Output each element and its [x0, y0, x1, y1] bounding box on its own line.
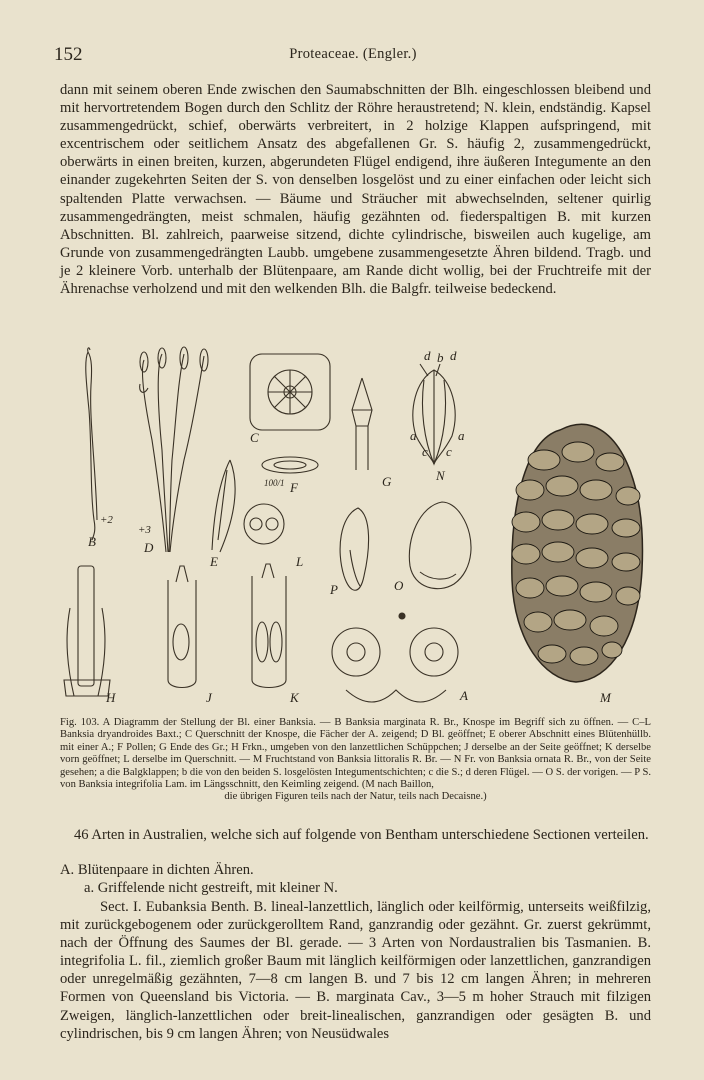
paragraph-genus-description: dann mit seinem oberen Ende zwischen den Saumabschnitten der Blh. eingeschlossen bleibend und mit hervortretendem Bogen durch den Schlitz der Röhre heraustretend; N. klein, endständig. Kapsel zusammengedrückt, schief, oberwärts verbreitert, in 2 holzige Klappen aufspringend, mit excentrischem oder seitlichem Ansatz des abgefallenen Gr. S. häufig 2, zusammengedrückt, oberwärts in einen breiten, kurzen, abgerundeten Flügel endigend, ihre äußeren Integumente an den einander zugekehrten Seiten der S. von denselben losgelöst und zu einer einfachen oder leicht sich spaltenden Platte verwachsen. — Bäume und Sträucher mit abwechselnden, seltener quirlig zusammengedrängten, meist schmalen, häufig gezähnten od. fiederspaltigen B. mit kurzen Abschnitten. Bl. zahlreich, paarweise sitzend, dichte cylindrische, bisweilen auch kugelige, am Grunde von zusammengedrängten Laubb. umgebene zusammengesetzte Ähren bildend. Tragb. und je 2 kleinere Vorb. unterhalb der Blütenpaare, am Rande dicht wollig, bei der Fruchtreife mit der Ährenachse verholzend und mit den welkenden Blh. die Balgfr. teilweise bedeckend. — [60, 82, 651, 298]
drawing-e-perianth — [212, 460, 235, 552]
fig-label-h: H — [106, 690, 116, 705]
drawing-f-pollen — [262, 457, 318, 473]
heading-a-upper: A. Blütenpaare in dichten Ähren. — [60, 862, 254, 878]
section-eubanksia: Sect. I. Eubanksia Benth. B. lineal-lanzettlich, länglich oder keilförmig, unterseits weißfilzig, mit zurückgebogenem oder zurückgerolltem Rand, ganzrandig oder gezähnt. Gr. zuerst gekrümmt, nach der Öffnung des Saumes der Bl. gerade. — 3 Arten von Nordaustralien bis Tasmanien. B. integrifolia L. fil., ziemlich großer Baum mit länglich keilförmigen oder lanzettlichen, ganzrandigen oder unregelmäßig gezähnten, 7—8 cm langen B. und 7 bis 12 cm langen Ähren; in mehreren Formen von Queensland bis Victoria. — B. marginata Cav., 3—5 m hoher Strauch mit filzigen Zweigen, länglich-lanzettlichen oder breit-linealischen, ganzrandigen oder gesägten B. und cylindrischen, bis 9 cm langen Ähren; von Neusüdwales — [60, 899, 651, 1042]
drawing-d-flower — [140, 347, 208, 552]
fig-label-f-scale: 100/1 — [264, 478, 285, 488]
drawing-b-bud — [86, 348, 97, 540]
figure-103 — [44, 340, 668, 712]
fig-label-l: L — [296, 554, 304, 569]
drawing-k-ovary — [252, 564, 286, 688]
fig-label-p: P — [330, 582, 338, 597]
running-head: Proteaceae. (Engler.) — [289, 46, 417, 62]
drawing-m-fruiting-cone — [512, 424, 643, 682]
fig-label-n-a2: a — [458, 428, 465, 443]
drawing-a-diagram — [332, 628, 458, 702]
fig-label-n-c2: c — [446, 444, 452, 459]
drawing-g-style-end — [352, 378, 372, 470]
figure-caption — [60, 717, 651, 804]
drawing-j-ovary — [168, 566, 196, 688]
fig-label-e: E — [210, 554, 218, 569]
fig-label-b: B — [88, 534, 96, 549]
page-number: 152 — [54, 44, 83, 65]
fig-label-k: K — [290, 690, 299, 705]
fig-label-n-d2: d — [450, 348, 457, 363]
fig-label-c: C — [250, 430, 259, 445]
fig-label-g: G — [382, 474, 392, 489]
fig-label-j: J — [206, 690, 212, 705]
caption-text: Fig. 103. A Diagramm der Stellung der Bl. einer Banksia. — B Banksia marginata R. Br., Knospe im Begriff sich zu öffnen. — C–L Banksia dryandroides Baxt.; C Querschnitt der Knospe, die Fächer der A. zeigend; D Bl. geöffnet; E oberer Abschnitt eines Blütenhüllb. mit einer A.; F Pollen; G Ende des Gr.; H Frkn., umgeben von den lanzettlichen Schüppchen; J derselbe an der Seite geöffnet; K derselbe vorn geöffnet; L derselbe im Querschnitt. — M Fruchtstand von Banksia littoralis R. Br. — N Fr. von Banksia ornata R. Br., von der Seite gesehen; a die Balgklappen; b die von den beiden S. losgelösten Integumentschichten; c die S.; d deren Flügel. — O S. der vorigen. — P S. von Banksia integrifolia Lam. im Längsschnitt, den Keimling zeigend. (M nach Baillon, — [60, 717, 651, 791]
drawing-l-section — [244, 504, 284, 544]
drawing-h-ovary — [64, 566, 110, 696]
heading-a-lower: a. Griffelende nicht gestreift, mit kleiner N. — [84, 880, 338, 896]
fig-label-f: F — [290, 480, 298, 495]
drawing-c-cross-section — [250, 354, 330, 430]
fig-label-d: D — [144, 540, 154, 555]
fig-label-m: M — [600, 690, 611, 705]
fig-label-o: O — [394, 578, 404, 593]
page-header — [54, 44, 652, 70]
fig-label-d-mag: +3 — [138, 524, 151, 536]
drawing-o-seed — [399, 502, 471, 619]
fig-label-n: N — [436, 468, 445, 483]
fig-label-n-c1: c — [422, 444, 428, 459]
drawing-p-seed — [340, 508, 369, 590]
fig-label-n-a1: a — [410, 428, 417, 443]
caption-end: die übrigen Figuren teils nach der Natur, teils nach Decaisne.) — [224, 791, 487, 803]
fig-label-a: A — [460, 688, 468, 703]
fig-label-n-d1: d — [424, 348, 431, 363]
fig-label-n-b: b — [437, 350, 444, 365]
section-intro: 46 Arten in Australien, welche sich auf folgende von Bentham unterschiedene Sectionen verteilen. — [74, 827, 649, 843]
fig-label-b-mag: +2 — [100, 514, 113, 526]
